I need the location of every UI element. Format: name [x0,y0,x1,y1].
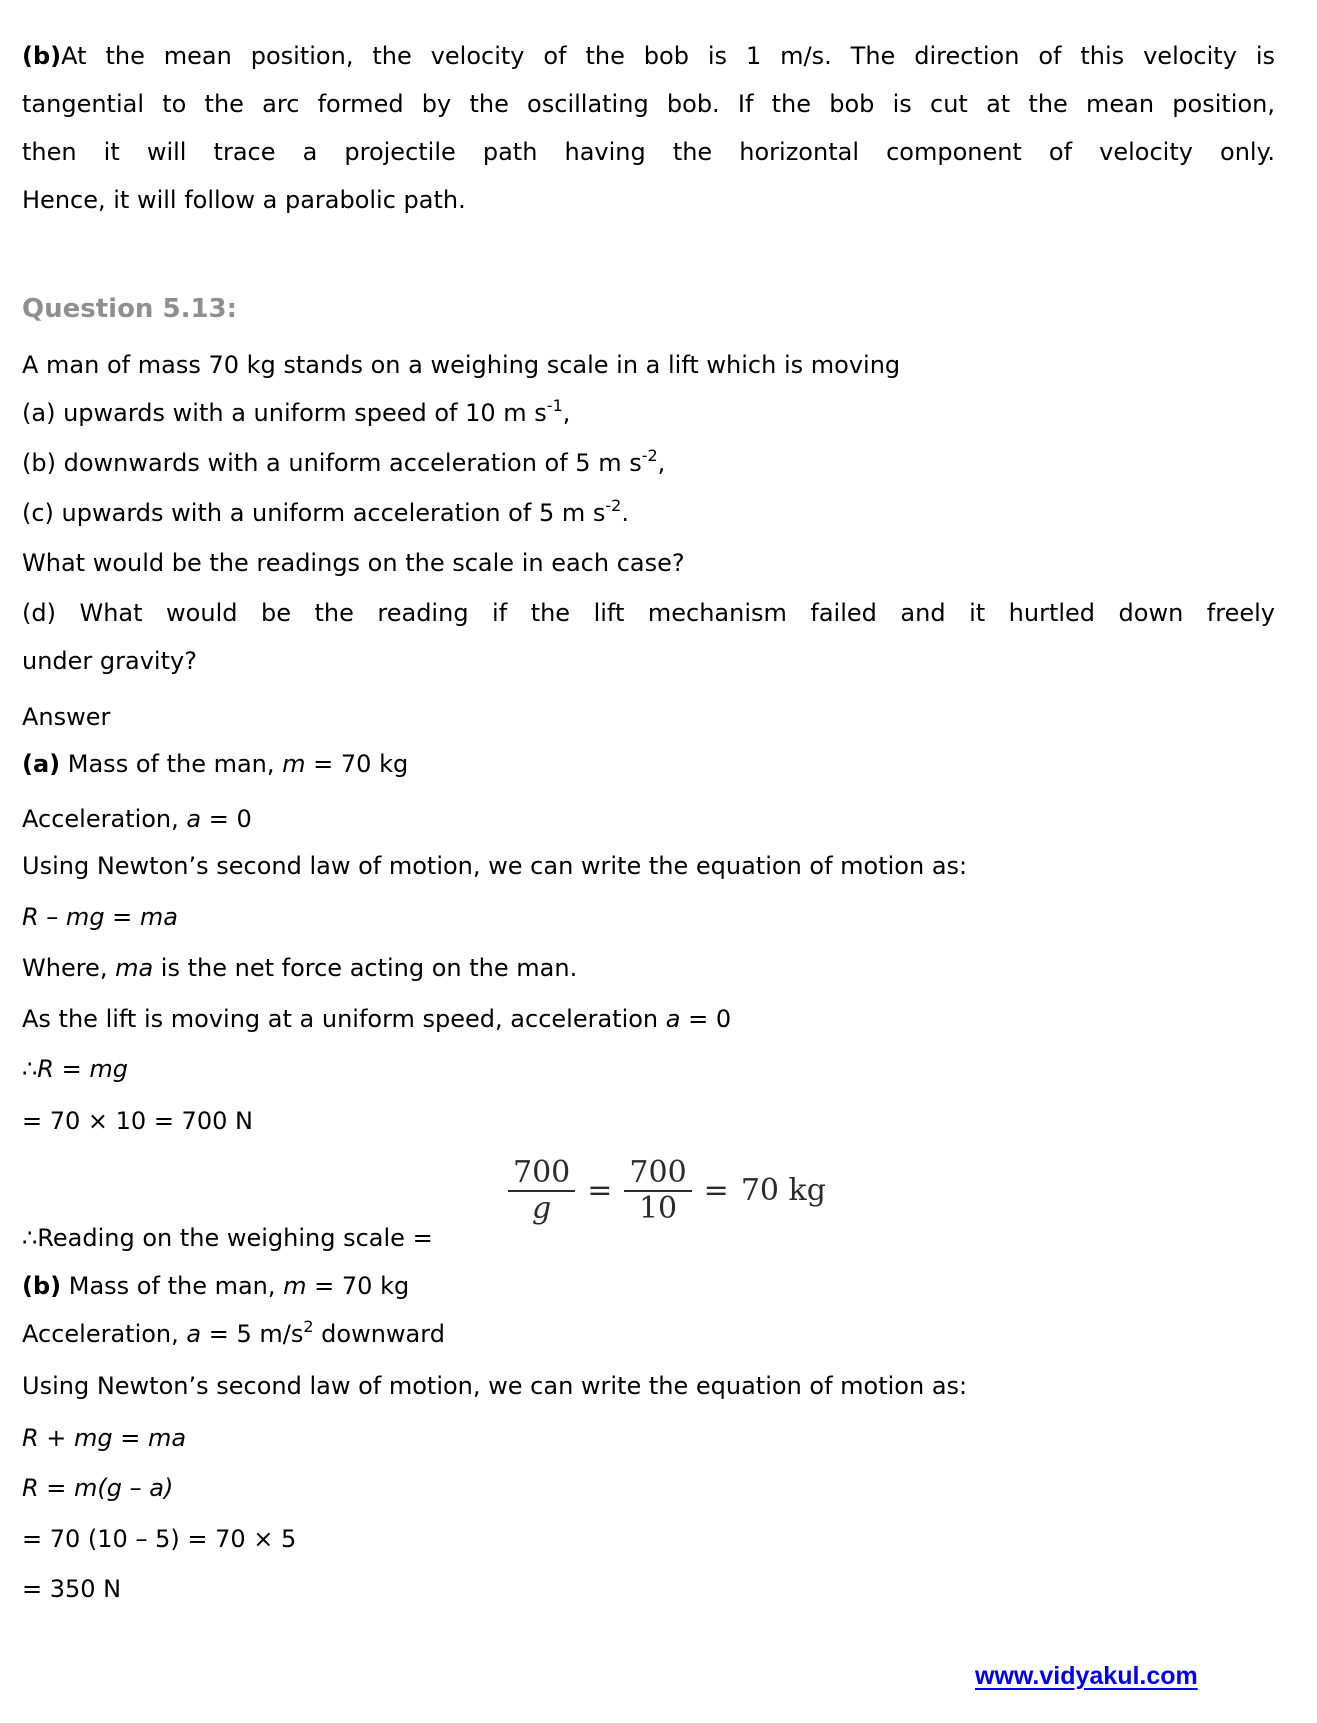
calc-700-n: = 70 × 10 = 700 N [22,1107,253,1135]
question-readings: What would be the readings on the scale in each case? [22,549,685,577]
answer-a-mass-value: = 70 kg [305,750,409,778]
para-bob-line1 [22,32,1275,80]
answer-b-mass-text: Mass of the man, [61,1272,284,1300]
bold-label-a: (a) [22,750,61,778]
superscript-minus-2b: -2 [605,496,622,515]
where-rest: is the net force acting on the man. [153,954,578,982]
lift-text: As the lift is moving at a uniform speed, acceleration [22,1005,666,1033]
question-part-b [22,439,665,490]
question-part-d-line1 [22,589,1275,637]
superscript-minus-1: -1 [546,396,563,415]
where-ma-line [22,944,577,992]
answer-b-mass [22,1262,409,1310]
reading-weighing-scale-line: ∴Reading on the weighing scale = [22,1224,433,1252]
var-m2: m [283,1272,307,1300]
para-bob-line2-text: tangential to the arc formed by the oscillating bob. If the bob is cut at the mean position, [22,90,1275,118]
superscript-2: 2 [303,1317,314,1336]
question-part-d-line2: under gravity? [22,647,197,675]
equals-sign: = [587,1173,613,1208]
question-part-a-text: (a) upwards with a uniform speed of 10 m s [22,399,547,427]
var-a: a [186,805,202,833]
answer-a-mass-text: Mass of the man, [60,750,283,778]
para-bob-line3-text: then it will trace a projectile path having the horizontal component of velocity only. [22,138,1275,166]
where-text: Where, [22,954,116,982]
answer-a-accel-text: Acceleration, [22,805,187,833]
answer-b-acceleration [22,1310,445,1361]
bold-label-b2: (b) [22,1272,62,1300]
question-part-c-text: (c) upwards with a uniform acceleration of 5 m s [22,499,606,527]
equation-r-mg: R = mg [37,1055,128,1083]
var-a2: a [665,1005,681,1033]
question-heading: Question 5.13: [22,294,238,324]
question-part-b-text: (b) downwards with a uniform acceleration of 5 m s [22,449,642,477]
formula-result: 70 kg [740,1173,826,1208]
para-bob-line1-text: At the mean position, the velocity of the bob is 1 m/s. The direction of this velocity is [61,42,1275,70]
question-part-c-period: . [621,499,629,527]
weighing-scale-formula [508,1156,826,1226]
bold-label-b: (b) [22,42,62,70]
superscript-minus-2: -2 [641,446,658,465]
question-part-b-comma: , [657,449,666,477]
equation-r-minus-mg: R – mg = ma [22,903,178,931]
var-ma: ma [115,954,154,982]
question-part-a [22,389,570,440]
para-bob-line4-text: Hence, it will follow a parabolic path. [22,186,466,214]
calc-70-10-5: = 70 (10 – 5) = 70 × 5 [22,1525,297,1553]
var-a3: a [186,1320,202,1348]
therefore-r-equals-mg [22,1045,128,1093]
calc-350-n: = 350 N [22,1575,122,1603]
para-bob-line2 [22,80,1275,128]
equation-r-plus-mg: R + mg = ma [22,1424,187,1452]
fraction-denominator: 10 [638,1191,678,1226]
equation-r-m-g-minus-a: R = m(g – a) [22,1474,174,1502]
fraction-700-over-10 [624,1156,691,1226]
answer-a-accel-value: = 0 [201,805,252,833]
fraction-numerator: 700 [629,1155,687,1190]
newton-law-line-1: Using Newton’s second law of motion, we can write the equation of motion as: [22,852,968,880]
lift-uniform-speed-line [22,995,731,1043]
vidyakul-link[interactable]: www.vidyakul.com [975,1662,1198,1690]
answer-b-accel-direction: downward [313,1320,445,1348]
equals-sign: = [703,1173,729,1208]
fraction-denominator: g [532,1191,552,1226]
therefore-icon: ∴ [22,1055,38,1083]
answer-b-mass-value: = 70 kg [306,1272,410,1300]
question-part-a-comma: , [562,399,571,427]
var-m: m [282,750,306,778]
para-bob-line4 [22,176,466,224]
question-part-d-text: (d) What would be the reading if the lift mechanism failed and it hurtled down freely [22,599,1275,627]
lift-value: = 0 [680,1005,732,1033]
answer-b-accel-text: Acceleration, [22,1320,187,1348]
answer-a-mass [22,740,408,788]
para-bob-line3 [22,128,1275,176]
answer-a-acceleration [22,795,252,843]
answer-label: Answer [22,703,111,731]
answer-b-accel-value: = 5 m/s [201,1320,304,1348]
fraction-700-over-g [508,1156,575,1226]
question-part-c [22,489,629,540]
newton-law-line-2: Using Newton’s second law of motion, we can write the equation of motion as: [22,1372,968,1400]
question-intro: A man of mass 70 kg stands on a weighing scale in a lift which is moving [22,351,901,379]
fraction-numerator: 700 [513,1155,571,1190]
